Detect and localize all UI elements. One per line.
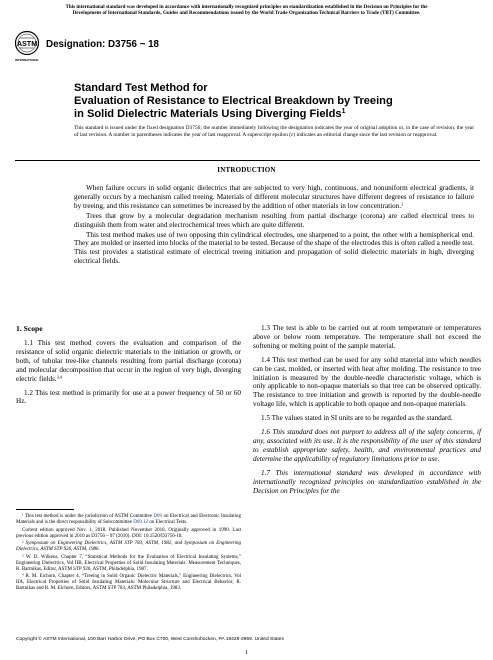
issue-note: This standard is issued under the fixed designation D3756; the number immediately following the designation indicates the year of original adoption or, in the case of revision, the year of last revision. A number in parentheses indicates the year of last reapproval. A superscript epsilon (ε) indicates an editorial change since the last revision or reapproval. bbox=[74, 125, 474, 138]
footnote-1-edition: Current edition approved Nov. 1, 2018. Published November 2018. Originally approved in 1990. Last previous edition approved in 2010 as D3756 – 97 (2010). DOI: 10.1520/D3756-18. bbox=[16, 527, 241, 539]
intro-paragraph-3: This test method makes use of two opposing thin cylindrical electrodes, one sharpened to a point, the other with a hemispherical end. They are molded or inserted into blocks of the material to be tested. Because of the shape of the electrodes this is often called a needle test. This test provides a statistical estimate of electrical treeing initiation and propagation of solid dielectric materials in high, diverging electrical fields. bbox=[74, 230, 474, 266]
footnote-rule bbox=[16, 509, 74, 510]
scope-1-1-text: 1.1 This test method covers the evaluation and comparison of the resistance of solid organic dielectric materials to the initiation or growth, or both, of tubular tree-like channels resulting from partial discharge (corona) and molecular decomposition that occur in the region of very high, diverging electric fields. bbox=[16, 339, 241, 383]
introduction-heading: INTRODUCTION bbox=[217, 166, 276, 174]
astm-logo-icon bbox=[14, 30, 40, 64]
left-column bbox=[16, 324, 241, 411]
logo-text: ASTM bbox=[16, 38, 38, 48]
title-line-1: Standard Test Method for bbox=[74, 82, 208, 94]
scope-1-7 bbox=[253, 469, 481, 496]
footnote-1-post: on Electrical Tests. bbox=[149, 520, 188, 525]
footnote-1-pre: This test method is under the jurisdiction of ASTM Committee bbox=[24, 514, 152, 519]
scope-1-2: 1.2 This test method is primarily for use at a power frequency of 50 or 60 Hz. bbox=[16, 388, 241, 406]
footnote-1: $^1$ This test method is under the jurisdiction of ASTM Committee D09 on Electrical and Electronic Insulating Materials and is the direct responsibility of Subcommittee D09.12 on Electrical Tests. bbox=[16, 512, 242, 525]
scope-1-5: 1.5 The values stated in SI units are to be regarded as the standard. bbox=[261, 414, 453, 423]
scope-1-3: 1.3 The test is able to be carried out at room temperature or temperatures above or below room temperature. The temperature shall not exceed the softening or melting point of the sample material. bbox=[253, 324, 481, 350]
scope-1-1 bbox=[16, 339, 241, 384]
logo-subtext: INTERNATIONAL bbox=[14, 58, 40, 62]
title-line-2: Evaluation of Resistance to Electrical Breakdown by Treeing bbox=[74, 95, 393, 108]
title-footnote-ref: 1 bbox=[341, 108, 346, 116]
document-title bbox=[74, 82, 474, 122]
copyright-line: Copyright © ASTM International, 100 Barr Harbor Drive, PO Box C700, West Conshohocken, PA 19428-2959. United States bbox=[16, 637, 284, 642]
header-rule bbox=[15, 160, 480, 161]
title-line-3-text: in Solid Dielectric Materials Using Diverging Fields bbox=[74, 108, 342, 121]
footnote-4-text: R. M. Eichorn, Chapter 4, “Treeing in Solid Organic Dielectric Materials,” Engineering Dielectrics, Vol IIA, Electrical Properties of Solid Insulating Materials: Molecular Structure and Electrical Behavior, R. Bartnikas and R. M. Eichorn, Editors, ASTM STP 783, ASTM Philadelphia, 1983. bbox=[16, 574, 242, 591]
footnote-2-text: Symposium on Engineering Dielectrics, ASTM STP 783, ASTM, 1982, and Symposium on Engineering Dielectrics, ASTM STP 926, ASTM, 1986. bbox=[16, 541, 241, 552]
right-column bbox=[253, 324, 481, 500]
intro-paragraph-2: Trees that grow by a molecular degradation mechanism resulting from partial discharge (corona) are called electrical trees to distinguish them from water and electrochemical trees which are quite different. bbox=[74, 211, 474, 229]
intro-p1-text: When failure occurs in solid organic dielectrics that are subjected to very high, continuous, and nonuniform electrical gradients, it generally occurs by a mechanism called treeing. Materials of different molecular structures have different degrees of resistance to failure by treeing, and this resistance can sometimes be increased by the addition of other materials in low concentration. bbox=[74, 184, 474, 210]
scope-1-7-text: 1.7 This international standard was developed in accordance with internationally recognized principles on standardization established in the Decision on Principles for the bbox=[253, 468, 481, 495]
subcommittee-d09-12-link[interactable]: D09.12 bbox=[133, 520, 149, 525]
footnote-2: $^2$ Symposium on Engineering Dielectrics, ASTM STP 783, ASTM, 1982, and Symposium on Engineering Dielectrics, ASTM STP 926, ASTM, 1986. bbox=[16, 539, 241, 552]
title-line-3 bbox=[74, 108, 474, 121]
scope-1-4: 1.4 This test method can be used for any solid material into which needles can be cast, molded, or inserted with heat after molding. The resistance to tree initiation is measured by the double-needle characteristic voltage, which is only applicable to non-opaque materials so that tree can be observed optically. The resistance to tree initiation and growth is reported by the double-needle voltage life, which is applicable to both opaque and non-opaque materials. bbox=[253, 355, 481, 409]
scope-1-6 bbox=[253, 428, 481, 464]
notice-line-2: Development of International Standards, Guides and Recommendations issued by the World Trade Organization Technical Barriers to Trade (TBT) Committee. bbox=[72, 10, 421, 17]
scope-1-6-text: 1.6 This standard does not purport to address all of the safety concerns, if any, associated with its use. It is the responsibility of the user of this standard to establish appropriate safety, health, and environmental practices and determine the applicability of regulatory limitations prior to use. bbox=[253, 428, 481, 463]
footnote-4: $^4$ R. M. Eichorn, Chapter 4, “Treeing in Solid Organic Dielectric Materials,” Engineering Dielectrics, Vol IIA, Electrical Properties of Solid Insulating Materials: Molecular Structure and Electrical Behavior, R. Bartnikas and R. M. Eichorn, Editors, ASTM STP 783, ASTM Philadelphia, 1983. bbox=[16, 572, 242, 591]
intro-paragraph-1 bbox=[74, 184, 474, 211]
scope-1-1-ref: 3,4 bbox=[56, 374, 63, 380]
page-number: 1 bbox=[244, 649, 249, 656]
top-notice bbox=[14, 4, 479, 16]
footnotes bbox=[16, 514, 241, 594]
footnote-3-text: W. D. Wilkens, Chapter 7, “Statistical Methods for the Evaluation of Electrical Insulating Systems,” Engineering Dielectrics, Vol IIB, Electrical Properties of Solid Insulating Materials. Measurement Techniques, R. Bartnikas, Editor, ASTM STP 926, ASTM, Philadelphia, 1987. bbox=[16, 554, 241, 572]
footnote-3: $^3$ W. D. Wilkens, Chapter 7, “Statistical Methods for the Evaluation of Electrical Insulating Systems,” Engineering Dielectrics, Vol IIB, Electrical Properties of Solid Insulating Materials. Measurement Techniques, R. Bartnikas, Editor, ASTM STP 926, ASTM, Philadelphia, 1987. bbox=[16, 552, 241, 572]
committee-d09-link[interactable]: D09 bbox=[153, 514, 163, 519]
designation: Designation: D3756 − 18 bbox=[46, 39, 159, 50]
footnote-1-mid: on Electrical and Electronic Insulating Materials and is the direct responsibility of Subcommittee bbox=[16, 514, 242, 525]
introduction-body bbox=[74, 184, 474, 267]
intro-p1-ref: 2 bbox=[401, 201, 404, 207]
notice-line-1: This international standard was developed in accordance with internationally recognized principles on standardization established in the Decision on Principles for the bbox=[65, 4, 428, 10]
scope-heading: 1. Scope bbox=[16, 324, 43, 333]
